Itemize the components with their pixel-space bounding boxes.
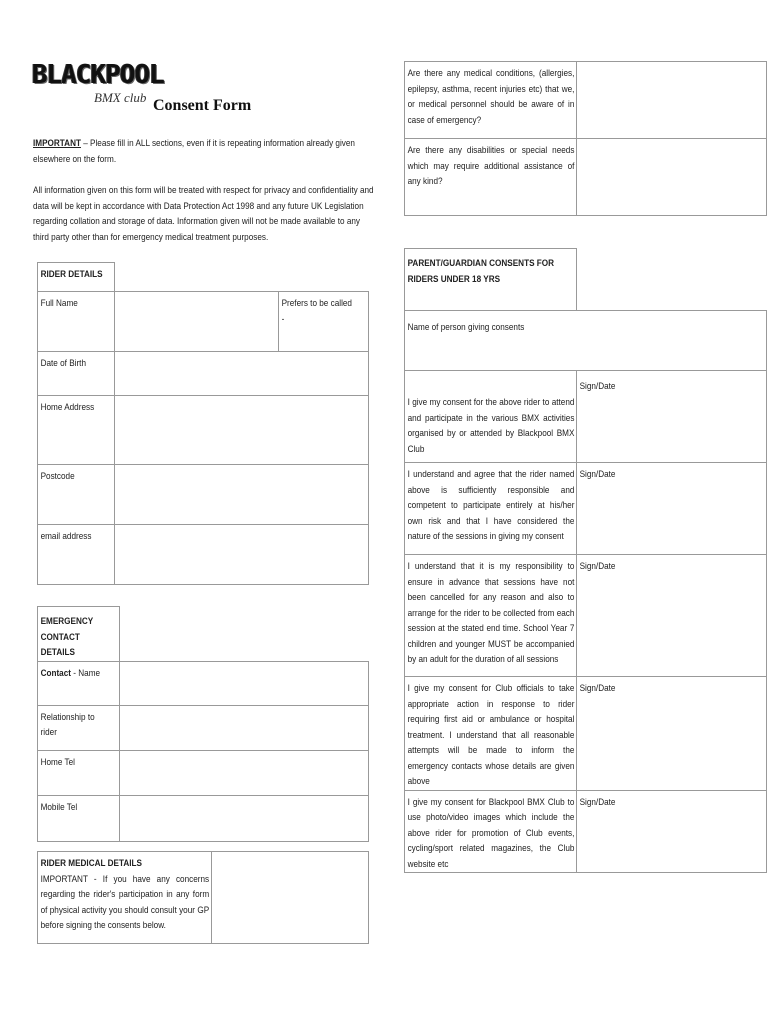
conditions-answer-field[interactable]	[577, 62, 767, 139]
logo-subtitle: BMX club	[94, 90, 147, 105]
mobile-tel-label-cell	[38, 795, 120, 841]
disabilities-question: Are there any disabilities or special needs which may require additional assistance of any kind?	[407, 145, 575, 187]
address-label-cell	[38, 396, 115, 465]
dob-label: Date of Birth	[40, 358, 86, 369]
sign-date-label: Sign/Date	[579, 469, 616, 480]
consent-item-5: I give my consent for Blackpool BMX Club to use photo/video images which include the above rider for promotion of Club events, cycling/sport related magazines, the Club website etc	[407, 796, 575, 870]
disabilities-question-cell	[405, 139, 577, 216]
mobile-tel-field[interactable]	[120, 795, 369, 841]
consent-person-label: Name of person giving consents	[407, 322, 525, 333]
consent-sign-1[interactable]	[577, 371, 767, 463]
emergency-contact-table	[37, 606, 369, 842]
postcode-field[interactable]	[115, 465, 369, 525]
rider-details-table	[37, 262, 369, 585]
full-name-label: Full Name	[40, 298, 78, 309]
home-tel-field[interactable]	[120, 750, 369, 795]
emergency-heading-cell	[38, 607, 120, 662]
conditions-question-cell	[405, 62, 577, 139]
relationship-label: Relationship to rider	[40, 711, 95, 738]
full-name-field[interactable]	[115, 292, 279, 352]
email-field[interactable]	[115, 525, 369, 585]
prefers-label: Prefers to be called -	[281, 298, 352, 325]
postcode-label: Postcode	[40, 471, 75, 482]
logo-wordmark: BLACKPOOL	[32, 60, 164, 90]
club-logo	[32, 60, 164, 110]
consent-item-5-cell	[405, 790, 577, 873]
email-label-cell	[38, 525, 115, 585]
relationship-field[interactable]	[120, 705, 369, 750]
address-field[interactable]	[115, 396, 369, 465]
sign-date-label: Sign/Date	[579, 683, 616, 694]
address-label: Home Address	[40, 402, 95, 413]
contact-name-field[interactable]	[120, 661, 369, 705]
consent-sign-2[interactable]	[577, 463, 767, 555]
privacy-note: All information given on this form will be treated with respect for privacy and confidentiality and data will be kept in accordance with Data Protection Act 1998 and any future UK Legislation regarding collation and storage of data. Information given will not be made available to any third party other than for emergency medical treatment purposes.	[33, 185, 374, 243]
medical-details-field[interactable]	[212, 852, 369, 944]
medical-text-block	[38, 852, 209, 934]
important-note	[33, 136, 368, 167]
sign-date-label: Sign/Date	[579, 381, 616, 392]
consent-item-2: I understand and agree that the rider named above is sufficiently responsible and competent to participate entirely at his/her own risk and that I have considered the nature of the sessions in giving my consent	[407, 469, 575, 542]
emergency-heading: EMERGENCY CONTACT DETAILS	[40, 616, 94, 658]
mobile-tel-label: Mobile Tel	[40, 801, 78, 813]
email-label: email address	[40, 531, 92, 542]
consents-table	[404, 248, 767, 873]
medical-heading: RIDER MEDICAL DETAILS	[40, 858, 142, 869]
consent-item-1: I give my consent for the above rider to attend and participate in the various BMX activities organised by or attended by Blackpool BMX Club	[407, 397, 575, 455]
contact-label: Contact	[40, 667, 72, 679]
dob-label-cell	[38, 352, 115, 396]
consent-item-3-cell	[405, 555, 577, 677]
important-label: IMPORTANT	[33, 138, 81, 149]
home-tel-label-cell	[38, 750, 120, 795]
consent-sign-4[interactable]	[577, 677, 767, 791]
full-name-label-cell	[38, 292, 115, 352]
consent-item-1-cell	[405, 371, 577, 463]
consents-heading-cell	[405, 249, 577, 311]
rider-details-heading: RIDER DETAILS	[40, 269, 103, 280]
postcode-label-cell	[38, 465, 115, 525]
dob-field[interactable]	[115, 352, 369, 396]
consent-item-4: I give my consent for Club officials to take appropriate action in response to rider requiring first aid or ambulance or hospital treatment. I understand that all reasonable attempts will be made to inform the emergency contacts whose details are given above	[407, 683, 575, 787]
consent-item-2-cell	[405, 463, 577, 555]
consent-sign-5[interactable]	[577, 790, 767, 873]
consents-heading: PARENT/GUARDIAN CONSENTS FOR RIDERS UNDER 18 YRS	[407, 258, 555, 285]
consent-person-field[interactable]	[405, 311, 767, 371]
disabilities-answer-field[interactable]	[577, 139, 767, 216]
sign-date-label: Sign/Date	[579, 796, 616, 808]
medical-text-cell	[38, 852, 212, 944]
consent-sign-3[interactable]	[577, 555, 767, 677]
home-tel-label: Home Tel	[40, 756, 75, 768]
relationship-label-cell	[38, 705, 120, 750]
contact-name-label	[38, 662, 108, 682]
consent-item-4-cell	[405, 677, 577, 791]
rider-details-heading-cell	[38, 263, 115, 292]
medical-note: IMPORTANT - If you have any concerns regarding the rider's participation in any form of physical activity you should consult your GP before signing the consents below.	[40, 873, 210, 931]
page-title: Consent Form	[153, 97, 252, 114]
contact-name-label-cell	[38, 661, 120, 705]
consent-item-3: I understand that it is my responsibility to ensure in advance that sessions have not been cancelled for any reason and also to arrange for the rider to be collected from each session at the stated end time. School Year 7 children and younger MUST be accompanied by an adult for the duration of all sessions	[407, 561, 575, 665]
sign-date-label: Sign/Date	[579, 561, 616, 572]
medical-questions-table	[404, 61, 767, 216]
important-text: – Please fill in ALL sections, even if it is repeating information already given elsewhere on the form.	[33, 138, 355, 165]
conditions-question: Are there any medical conditions, (allergies, epilepsy, asthma, recent injuries etc) that we, or medical personnel should be aware of in case of emergency?	[407, 68, 575, 126]
contact-suffix: - Name	[71, 667, 101, 679]
prefers-field[interactable]	[279, 292, 369, 352]
medical-details-table	[37, 851, 369, 944]
